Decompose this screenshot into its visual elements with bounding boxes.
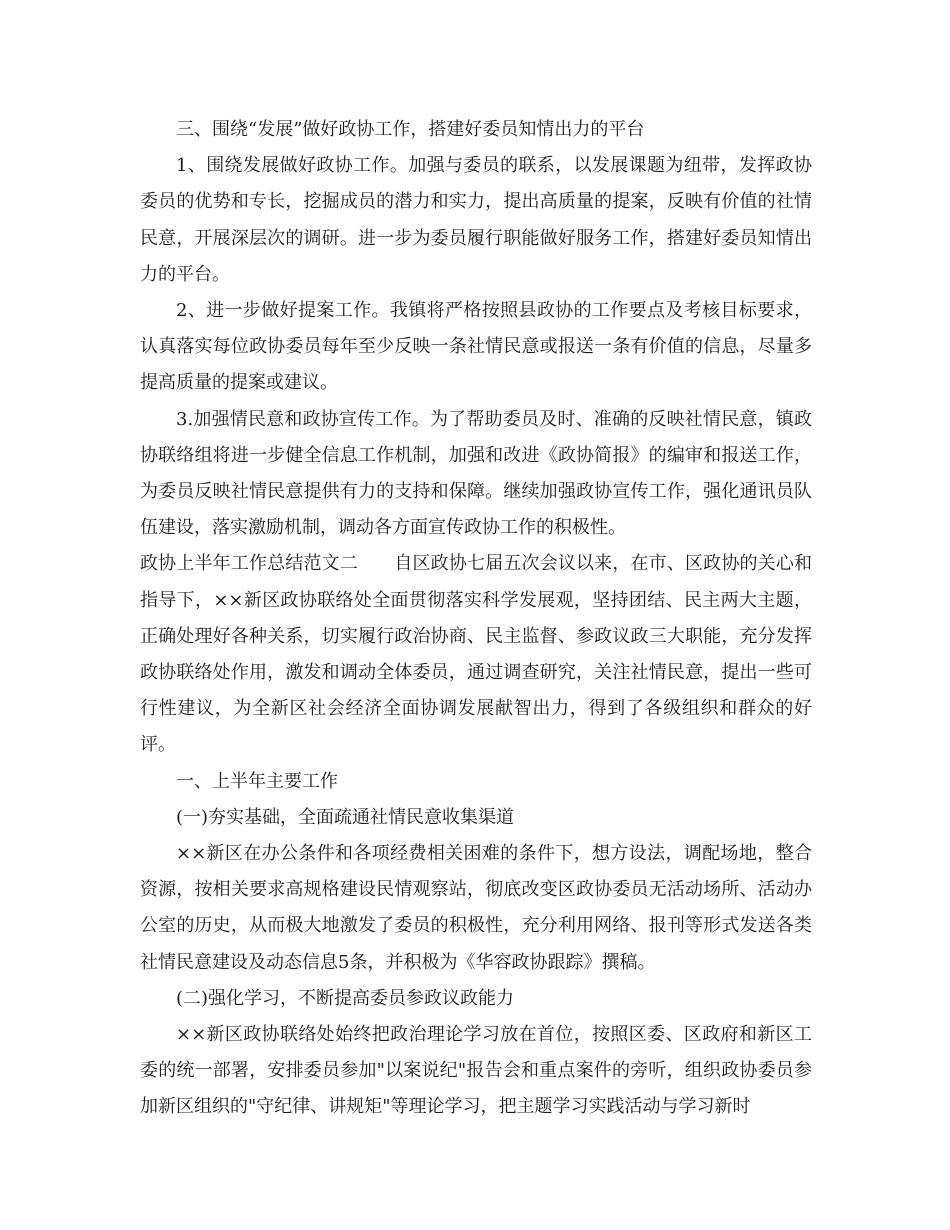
subsection-heading-1: (一)夯实基础，全面疏通社情民意收集渠道 [176,806,515,828]
document-body [140,112,812,1126]
paragraph-item-3: 3.加强情民意和政协宣传工作。为了帮助委员及时、准确的反映社情民意，镇政协联络组将进一步健全信息工作机制，加强和改进《政协简报》的编审和报送工作，为委员反映社情民意提供有力的支持和保障。继续加强政协宣传工作，强化通讯员队伍建设，落实激励机制，调动各方面宣传政协工作的积极性。 [140,408,812,539]
paragraph-item-1: 1、围绕发展做好政协工作。加强与委员的联系，以发展课题为纽带，发挥政协委员的优势和专长，挖掘成员的潜力和实力，提出高质量的提案，反映有价值的社情民意，开展深层次的调研。进一步为委员履行职能做好服务工作，搭建好委员知情出力的平台。 [140,155,812,285]
paragraph-item-2: 2、进一步做好提案工作。我镇将严格按照县政协的工作要点及考核目标要求，认真落实每位政协委员每年至少反映一条社情民意或报送一条有价值的信息，尽量多提高质量的提案或建议。 [140,300,812,394]
subsection-heading-2: (二)强化学习，不断提高委员参政议政能力 [176,987,515,1009]
paragraph-sample-two-intro: 政协上半年工作总结范文二 自区政协七届五次会议以来，在市、区政协的关心和指导下，××新区政协联络处全面贯彻落实科学发展观，坚持团结、民主两大主题，正确处理好各种关系，切实履行政治协商、民主监督、参政议政三大职能，充分发挥政协联络处作用，激发和调动全体委员，通过调查研究，关注社情民意，提出一些可行性建议，为全新区社会经济全面协调发展献智出力，得到了各级组织和群众的好评。 [140,553,812,756]
section-heading-3: 三、围绕“发展”做好政协工作，搭建好委员知情出力的平台 [176,119,645,140]
paragraph-subsection-2: ××新区政协联络处始终把政治理论学习放在首位，按照区委、区政府和新区工委的统一部署，安排委员参加"以案说纪"报告会和重点案件的旁听，组织政协委员参加新区组织的"守纪律、讲规矩"等理论学习，把主题学习实践活动与学习新时 [140,1024,812,1118]
paragraph-subsection-1: ××新区在办公条件和各项经费相关困难的条件下，想方设法，调配场地，整合资源，按相关要求高规格建设民情观察站，彻底改变区政协委员无活动场所、活动办公室的历史，从而极大地激发了委员的积极性，充分利用网络、报刊等形式发送各类社情民意建设及动态信息5条，并积极为《华容政协跟踪》撰稿。 [140,843,812,973]
section-heading-1: 一、上半年主要工作 [176,770,338,792]
